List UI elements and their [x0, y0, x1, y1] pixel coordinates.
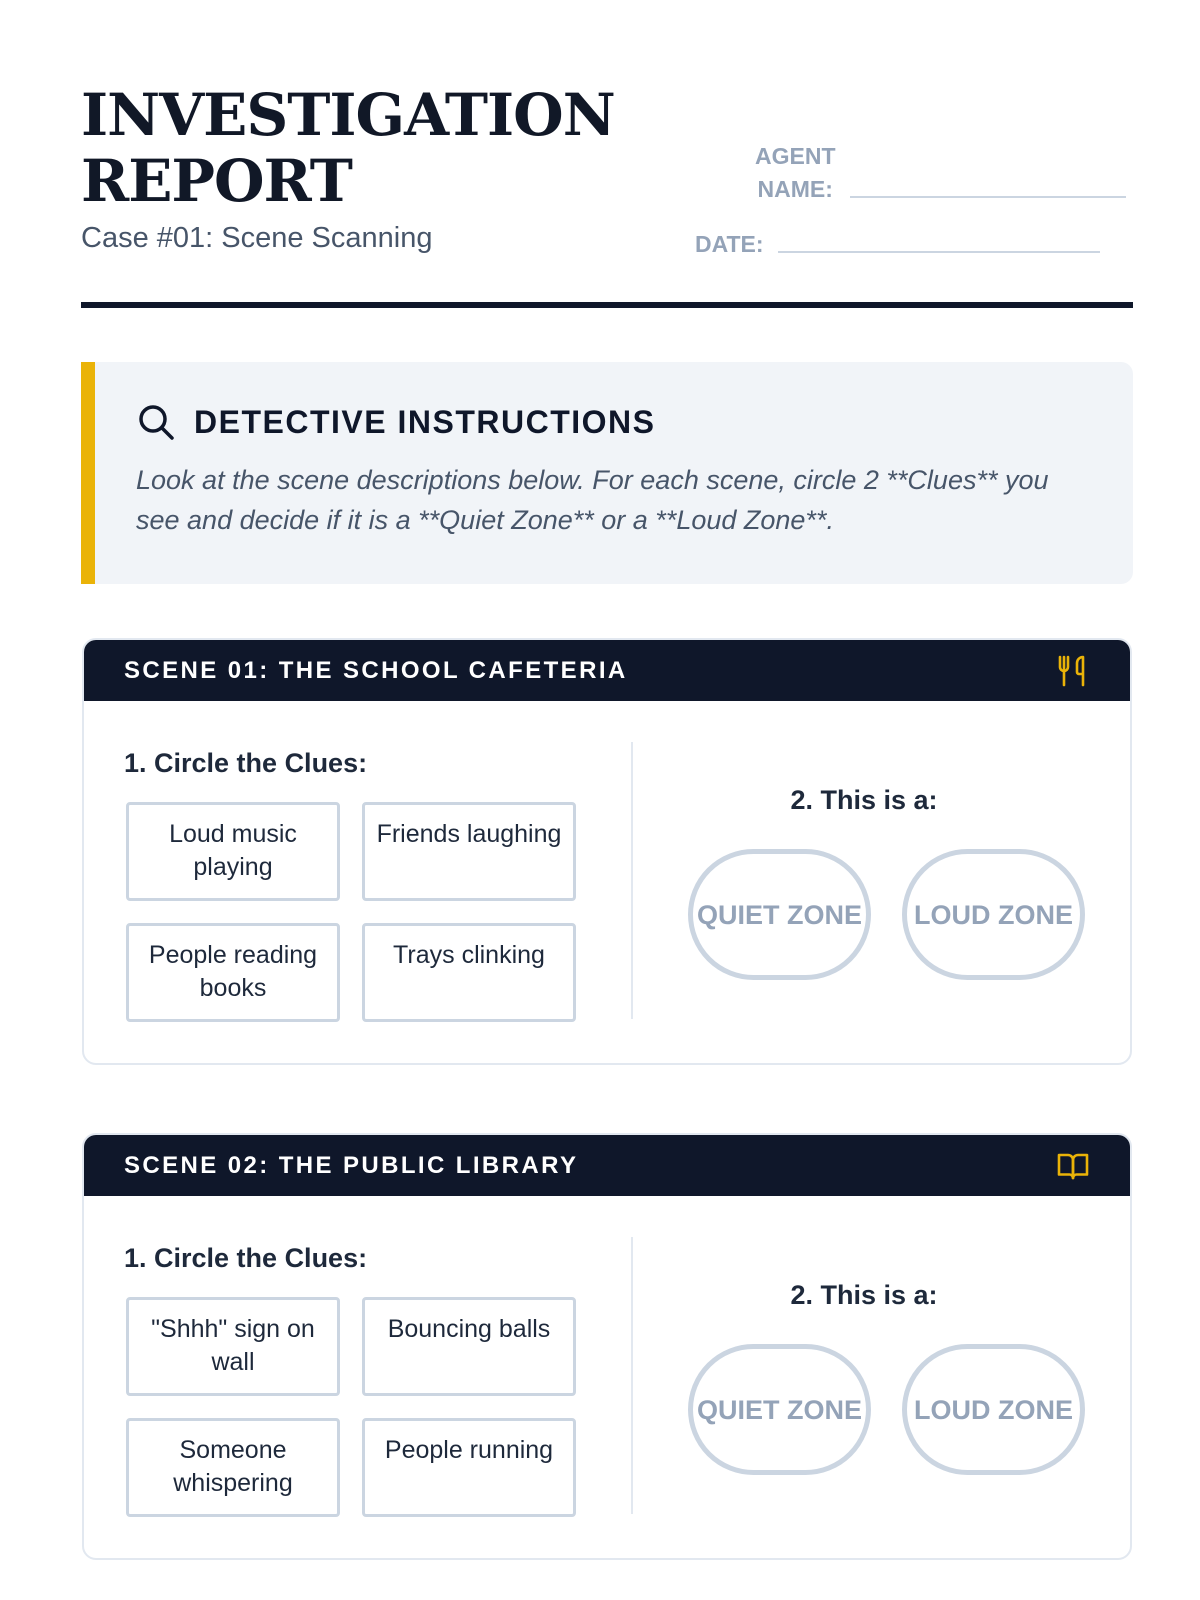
loud-zone-option[interactable]: LOUD ZONE [902, 849, 1085, 980]
utensils-icon [1056, 654, 1090, 688]
clue-option[interactable]: Loud music playing [126, 802, 340, 901]
agent-name-label: AGENT NAME: [755, 143, 836, 202]
book-icon [1056, 1149, 1090, 1183]
clue-option[interactable]: Bouncing balls [362, 1297, 576, 1396]
report-header [81, 82, 1133, 302]
search-icon [136, 402, 176, 442]
date-label: DATE: [695, 231, 764, 257]
instructions-text: Look at the scene descriptions below. For each scene, circle 2 **Clues** you see and decide if it is a **Quiet Zone** or a **Loud Zone**. [136, 465, 1049, 535]
column-divider [631, 742, 633, 1019]
scene-card [82, 1133, 1132, 1560]
quiet-zone-option[interactable]: QUIET ZONE [688, 1344, 871, 1475]
loud-zone-option[interactable]: LOUD ZONE [902, 1344, 1085, 1475]
title-line-1: INVESTIGATION [81, 81, 615, 149]
clue-option[interactable]: People reading books [126, 923, 340, 1022]
date-field [695, 228, 1100, 261]
instructions-box [81, 362, 1133, 584]
scene-header [84, 1135, 1130, 1196]
scene-title: SCENE 01: THE SCHOOL CAFETERIA [124, 656, 628, 684]
scene-title: SCENE 02: THE PUBLIC LIBRARY [124, 1151, 579, 1179]
zone-heading: 2. This is a: [790, 785, 938, 815]
clue-option[interactable]: People running [362, 1418, 576, 1517]
header-divider [81, 302, 1133, 308]
agent-name-line[interactable] [850, 196, 1126, 198]
instructions-header [136, 402, 1093, 442]
clue-option[interactable]: Trays clinking [362, 923, 576, 1022]
date-line[interactable] [778, 251, 1100, 253]
column-divider [631, 1237, 633, 1514]
instructions-title: DETECTIVE INSTRUCTIONS [194, 403, 656, 440]
zone-heading: 2. This is a: [790, 1280, 938, 1310]
clue-option[interactable]: Someone whispering [126, 1418, 340, 1517]
agent-name-field [755, 140, 1126, 206]
scene-card [82, 638, 1132, 1065]
scene-header [84, 640, 1130, 701]
clues-heading: 1. Circle the Clues: [124, 1243, 368, 1273]
clues-heading: 1. Circle the Clues: [124, 748, 368, 778]
clue-option[interactable]: Friends laughing [362, 802, 576, 901]
title-line-2: REPORT [81, 147, 352, 215]
page-subtitle: Case #01: Scene Scanning [81, 222, 433, 254]
quiet-zone-option[interactable]: QUIET ZONE [688, 849, 871, 980]
clue-option[interactable]: "Shhh" sign on wall [126, 1297, 340, 1396]
